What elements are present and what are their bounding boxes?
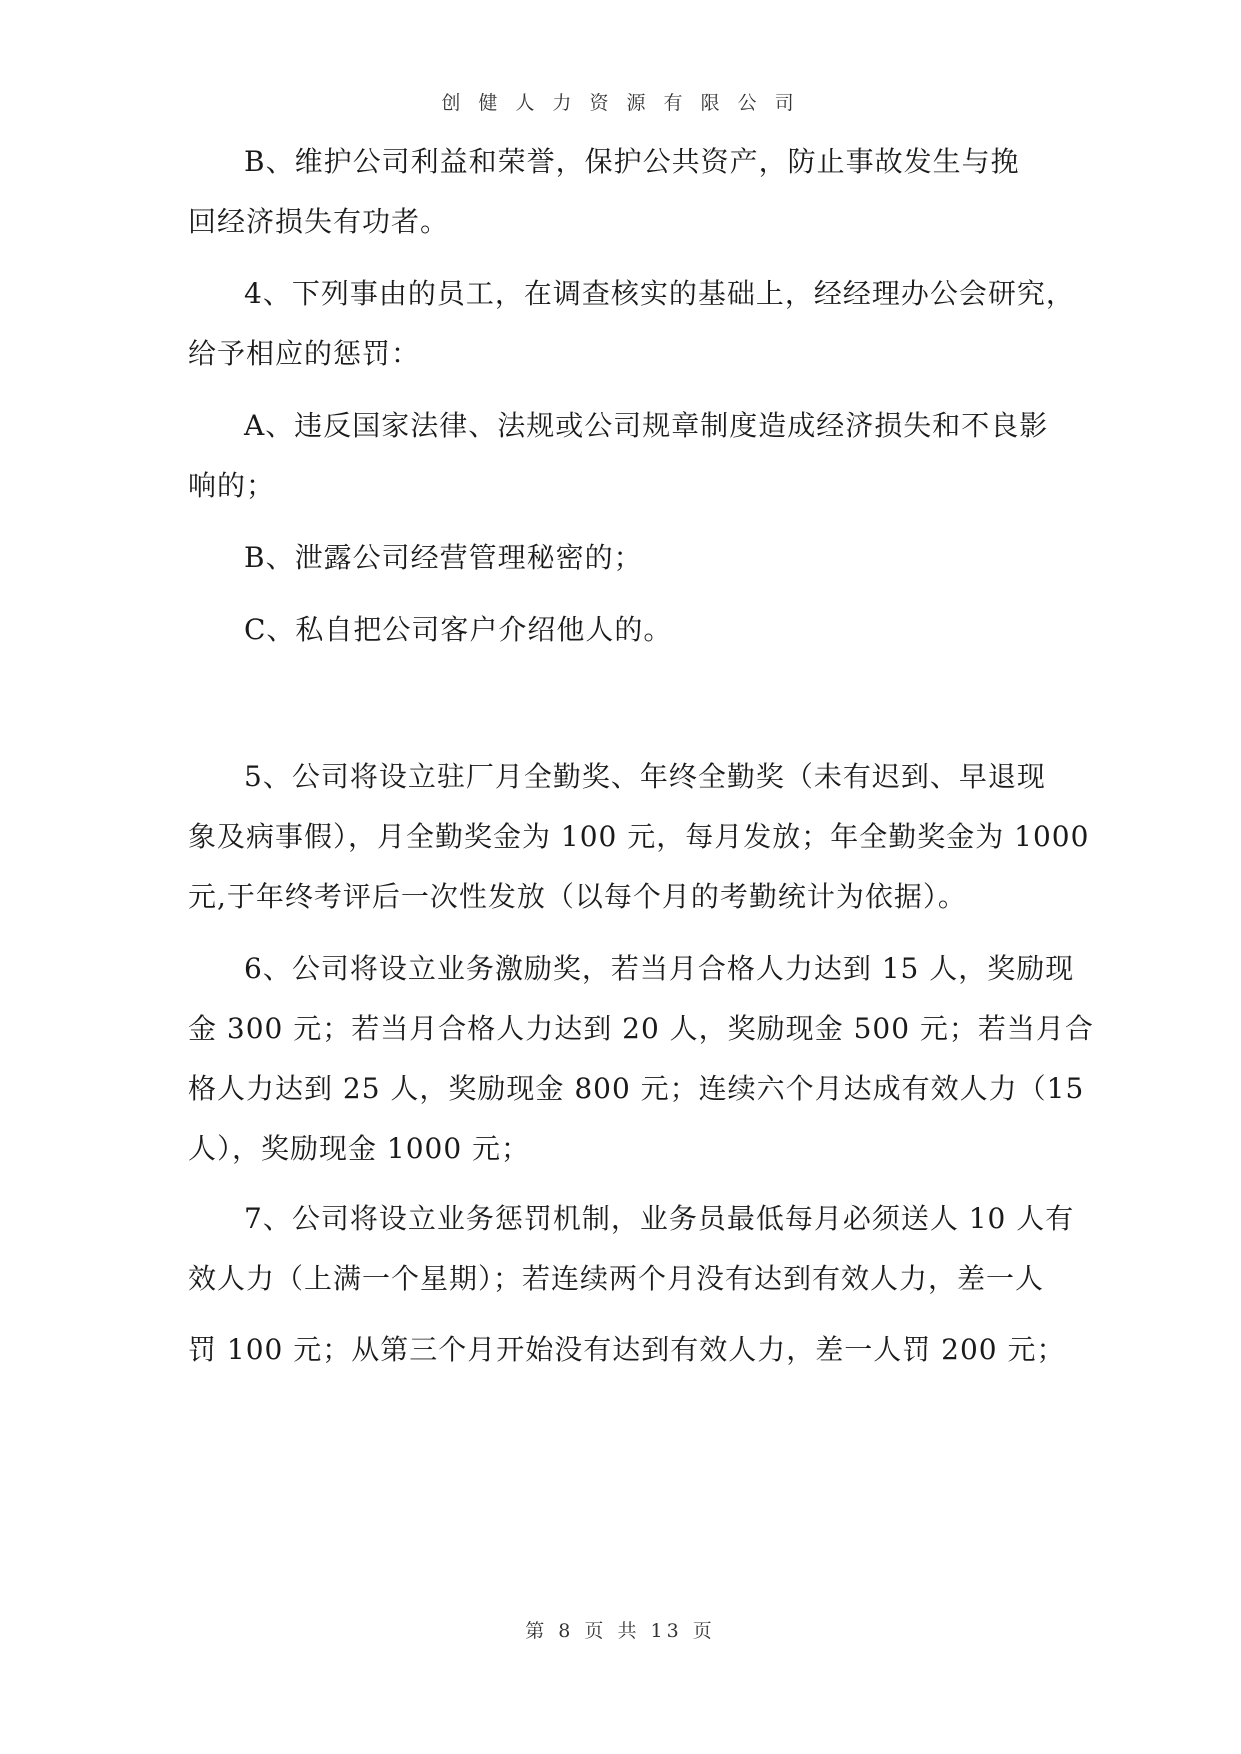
- text-line: 4、下列事由的员工，在调查核实的基础上，经经理办公会研究，: [244, 277, 1075, 310]
- text-line: 格人力达到 25 人，奖励现金 800 元；连续六个月达成有效人力（15: [188, 1072, 1085, 1105]
- text-line: A、违反国家法律、法规或公司规章制度造成经济损失和不良影: [244, 409, 1049, 442]
- text-line: 回经济损失有功者。: [188, 205, 450, 238]
- text-line: 6、公司将设立业务激励奖，若当月合格人力达到 15 人，奖励现: [244, 952, 1075, 985]
- text-line: 7、公司将设立业务惩罚机制，业务员最低每月必须送人 10 人有: [244, 1202, 1075, 1235]
- text-line: B、泄露公司经营管理秘密的；: [244, 541, 643, 574]
- text-line: 元,于年终考评后一次性发放（以每个月的考勤统计为依据）。: [188, 880, 967, 913]
- page-footer: 第 8 页 共 13 页: [525, 1620, 716, 1642]
- document-header: 创 健 人 力 资 源 有 限 公 司: [441, 92, 800, 114]
- text-line: 人），奖励现金 1000 元；: [188, 1132, 531, 1165]
- text-line: 给予相应的惩罚：: [188, 337, 421, 370]
- text-line: 5、公司将设立驻厂月全勤奖、年终全勤奖（未有迟到、早退现: [244, 760, 1046, 793]
- text-line: B、维护公司利益和荣誉，保护公共资产，防止事故发生与挽: [244, 145, 1020, 178]
- text-line: 金 300 元；若当月合格人力达到 20 人，奖励现金 500 元；若当月合: [188, 1012, 1094, 1045]
- text-line: 效人力（上满一个星期）；若连续两个月没有达到有效人力，差一人: [188, 1262, 1045, 1295]
- text-line: 响的；: [188, 469, 276, 502]
- text-line: 象及病事假），月全勤奖金为 100 元，每月发放；年全勤奖金为 1000: [188, 820, 1090, 853]
- text-line: 罚 100 元；从第三个月开始没有达到有效人力，差一人罚 200 元；: [188, 1333, 1066, 1366]
- text-line: C、私自把公司客户介绍他人的。: [244, 613, 673, 646]
